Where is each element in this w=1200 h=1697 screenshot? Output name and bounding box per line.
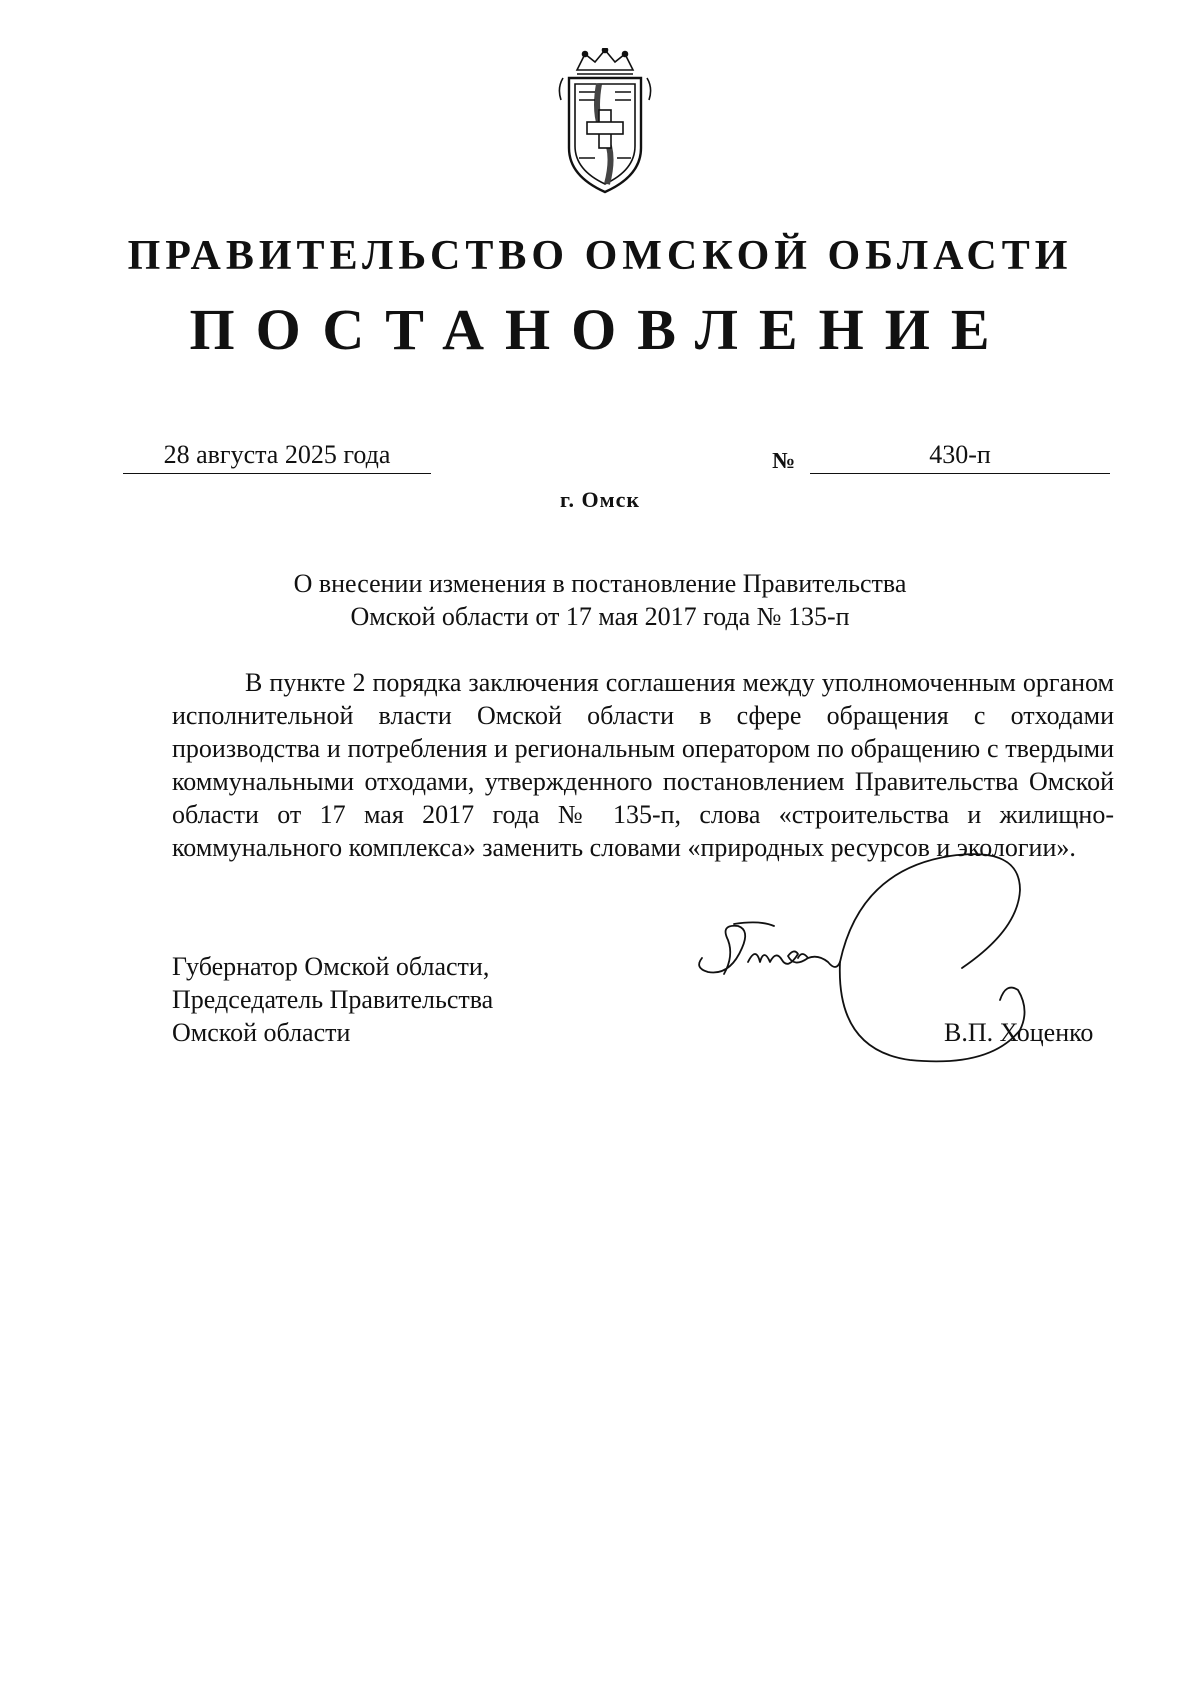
document-number: 430-п — [810, 438, 1110, 474]
signatory-name: В.П. Хоценко — [944, 1018, 1094, 1047]
government-name: ПРАВИТЕЛЬСТВО ОМСКОЙ ОБЛАСТИ — [127, 233, 1073, 279]
number-sign: № — [772, 448, 796, 473]
document-date: 28 августа 2025 года — [123, 438, 431, 474]
position-line: Губернатор Омской области, — [172, 952, 490, 981]
handwritten-signature-icon — [690, 850, 1120, 1110]
document-city: г. Омск — [559, 487, 641, 512]
heading-line: Омской области от 17 мая 2017 года № 135-п — [350, 602, 850, 631]
coat-of-arms-icon — [555, 48, 655, 196]
document-heading — [180, 567, 1020, 633]
document-body-paragraph: В пункте 2 порядка заключения соглашения между уполномоченным органом исполнительной власти Омской области в сфере обращения с отходами производства и потребления и региональным оператором по обращению с твердыми коммунальными отходами, утвержденного постановлением Правительства Омской области от 17 мая 2017 года № 135-п, слова «строительства и жилищно-коммунального комплекса» заменить словами «природных ресурсов и экологии». — [172, 668, 1114, 862]
signatory-position — [172, 950, 592, 1049]
position-line: Омской области — [172, 1018, 351, 1047]
document-type: ПОСТАНОВЛЕНИЕ — [189, 297, 1011, 362]
position-line: Председатель Правительства — [172, 985, 494, 1014]
heading-line: О внесении изменения в постановление Правительства — [293, 569, 907, 598]
